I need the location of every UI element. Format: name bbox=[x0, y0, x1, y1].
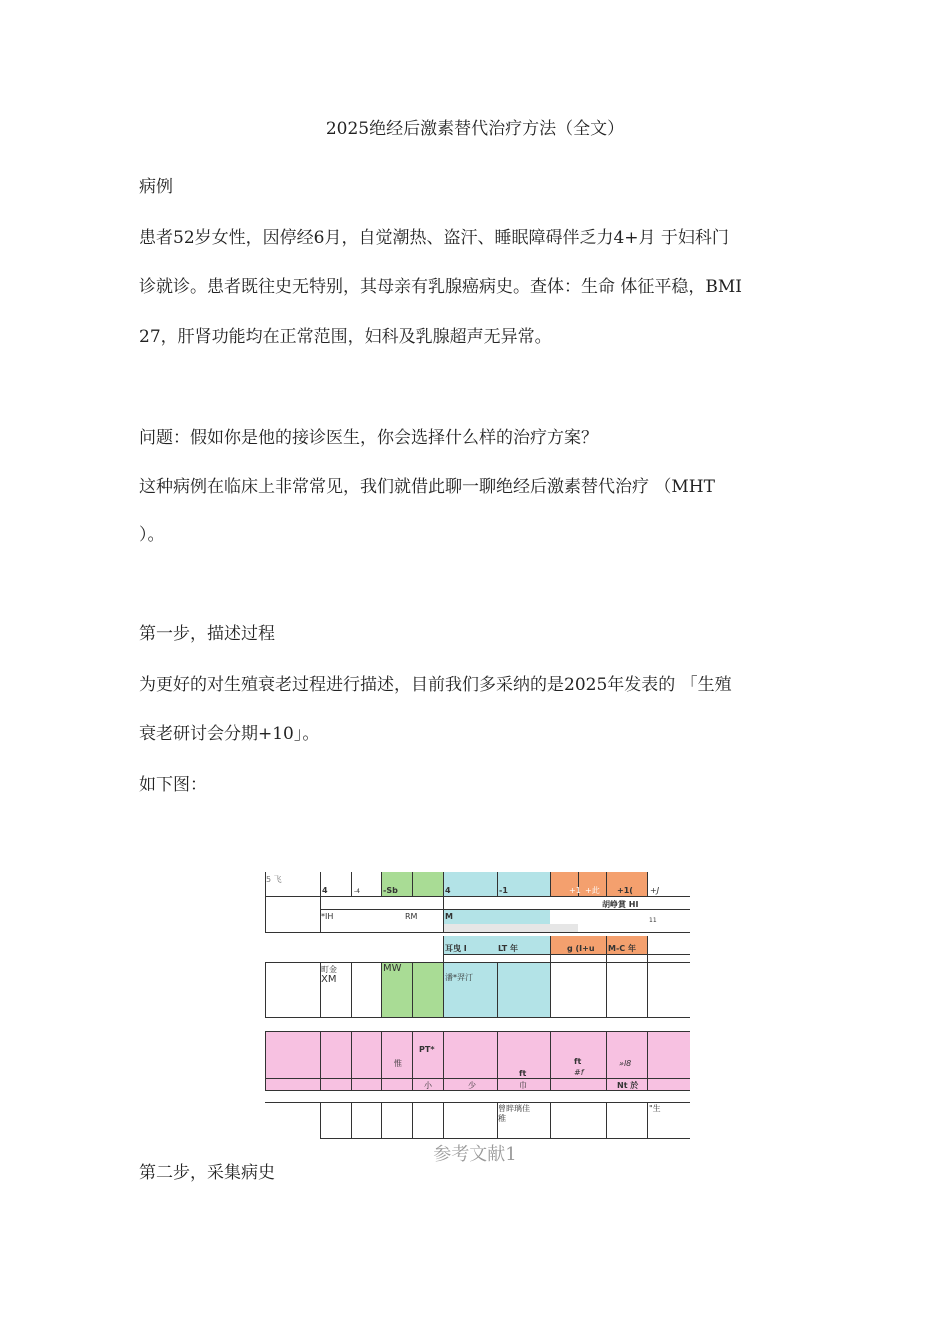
figure-label: 小 bbox=[424, 1081, 432, 1090]
figure-label: 胡峥賞 HI bbox=[602, 900, 639, 909]
figure-label: ft bbox=[574, 1057, 582, 1066]
paragraph: 诊就诊。患者既往史无特别，其母亲有乳腺癌病史。查体：生命 体征平稳，BMI bbox=[139, 277, 743, 297]
figure-label: *IH bbox=[321, 912, 334, 921]
figure-label: 耳曳 I bbox=[445, 944, 467, 953]
paragraph: 衰老研讨会分期+10」。 bbox=[139, 724, 320, 744]
paragraph: 第一步，描述过程 bbox=[139, 624, 275, 644]
figure-label: #f bbox=[574, 1068, 584, 1077]
figure-label: 曾睟璃佳 bbox=[498, 1104, 530, 1113]
figure-label: 11 bbox=[649, 917, 657, 924]
paragraph: 为更好的对生殖衰老过程进行描述，目前我们多采纳的是2025年发表的 「生殖 bbox=[139, 675, 732, 695]
figure-label: 少 bbox=[468, 1081, 476, 1090]
figure-label: +此 bbox=[585, 886, 600, 895]
figure-label: 潘*羿汀 bbox=[445, 973, 473, 982]
figure-label: +J bbox=[650, 886, 660, 895]
figure-label: »l8 bbox=[619, 1059, 632, 1068]
paragraph: 27，肝肾功能均在正常范围，妇科及乳腺超声无异常。 bbox=[139, 327, 552, 347]
page-title: 2025绝经后激素替代治疗方法（全文） bbox=[325, 119, 625, 139]
figure-label: -1 bbox=[499, 886, 508, 895]
figure-label: g (I+u bbox=[567, 944, 595, 953]
figure-label: 5 飞 bbox=[266, 875, 282, 884]
figure-label: LT 年 bbox=[498, 944, 519, 953]
figure-label: MW bbox=[383, 963, 402, 974]
figure-label: +1( bbox=[617, 886, 633, 895]
figure-label: 巾 bbox=[519, 1081, 527, 1090]
figure-label: PT* bbox=[419, 1045, 435, 1054]
figure-label: Nt 於 bbox=[617, 1081, 639, 1090]
figure-label: M-C 年 bbox=[608, 944, 636, 953]
figure-label: ft bbox=[519, 1069, 527, 1078]
paragraph: 第二步，采集病史 bbox=[139, 1163, 275, 1183]
figure-label: XM bbox=[321, 974, 337, 985]
paragraph: 如下图： bbox=[139, 775, 207, 795]
figure-label: 惟 bbox=[394, 1059, 402, 1068]
figure-label: "生 bbox=[649, 1104, 661, 1113]
figure-label: 4 bbox=[445, 886, 451, 895]
staging-figure bbox=[265, 872, 690, 1139]
paragraph: 患者52岁女性，因停经6月，自觉潮热、盗汗、睡眠障碍伴乏力4+月 于妇科门 bbox=[139, 228, 729, 248]
figure-label: -4 bbox=[354, 888, 360, 895]
fill-cyan-row2 bbox=[443, 909, 550, 924]
figure-label: 4 bbox=[322, 886, 328, 895]
figure-label: 町金 bbox=[321, 965, 337, 974]
paragraph: 问题：假如你是他的接诊医生，你会选择什么样的治疗方案？ bbox=[139, 428, 598, 448]
figure-label: M bbox=[445, 912, 453, 921]
figure-label: 稚 bbox=[498, 1114, 506, 1123]
paragraph: ）。 bbox=[139, 525, 165, 545]
fill-grey-row2 bbox=[443, 924, 578, 932]
paragraph: 病例 bbox=[139, 177, 173, 197]
figure-label: +1 bbox=[569, 886, 581, 895]
figure-label: -Sb bbox=[383, 886, 398, 895]
paragraph: 这种病例在临床上非常常见，我们就借此聊一聊绝经后激素替代治疗 （MHT bbox=[139, 477, 715, 497]
figure-label: RM bbox=[405, 912, 418, 921]
figure-caption: 参考文献1 bbox=[433, 1144, 517, 1165]
